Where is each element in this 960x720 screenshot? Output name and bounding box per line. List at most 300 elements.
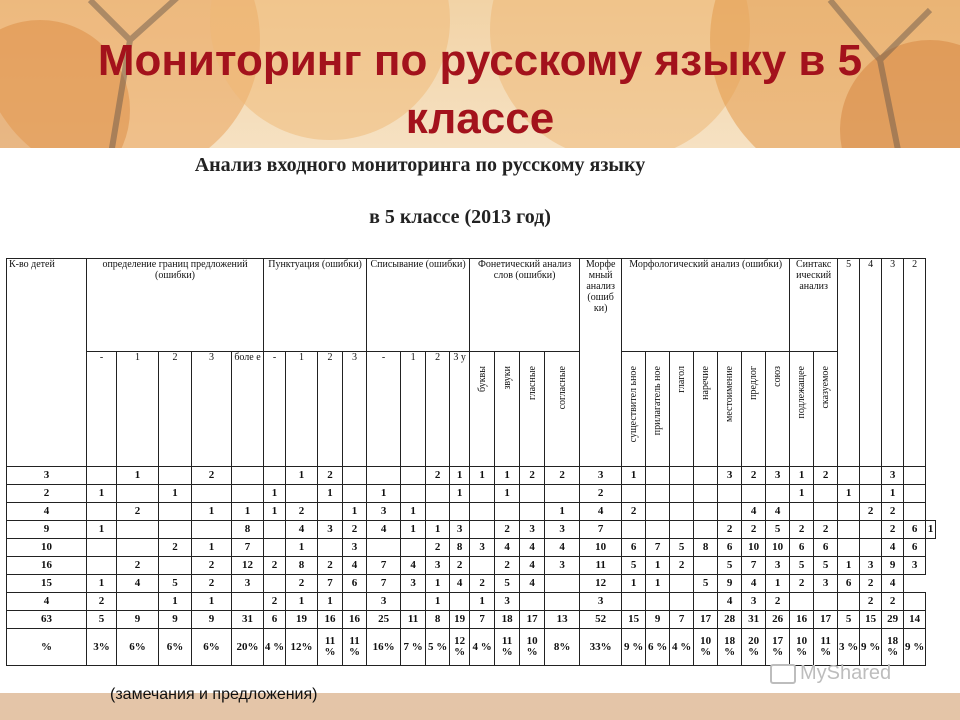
table-cell: 3 xyxy=(426,557,450,575)
table-cell xyxy=(904,593,926,611)
table-cell: 1 xyxy=(470,593,495,611)
table-cell: 1 xyxy=(117,467,159,485)
sub-copy-3: 3 у xyxy=(450,352,470,467)
table-cell: 1 xyxy=(87,521,117,539)
table-cell: 10 xyxy=(580,539,622,557)
table-cell xyxy=(117,521,159,539)
table-cell: 2 xyxy=(882,593,904,611)
table-cell: 1 xyxy=(450,467,470,485)
table-cell: 6 xyxy=(343,575,367,593)
table-cell: 11 % xyxy=(495,629,520,666)
table-cell: 3% xyxy=(87,629,117,666)
table-cell: 1 xyxy=(192,539,232,557)
table-cell: 2 xyxy=(426,467,450,485)
table-cell: 13 xyxy=(545,611,580,629)
header-kids-count: К-во детей xyxy=(7,259,87,467)
table-cell: 8 xyxy=(232,521,264,539)
table-cell: 16% xyxy=(367,629,401,666)
table-cell xyxy=(646,485,670,503)
table-cell xyxy=(343,467,367,485)
table-cell: 3 xyxy=(580,467,622,485)
table-cell: 5 xyxy=(670,539,694,557)
table-cell xyxy=(838,467,860,485)
table-cell xyxy=(790,503,814,521)
sub-punct-1: 1 xyxy=(286,352,318,467)
sub-syntax-subject: подлежащее xyxy=(790,352,814,467)
table-cell: 1 xyxy=(401,521,426,539)
table-header-subcolumns xyxy=(7,352,936,467)
table-cell xyxy=(545,575,580,593)
table-cell: 1 xyxy=(318,485,343,503)
table-cell: 18 % xyxy=(882,629,904,666)
table-cell: 16 xyxy=(318,611,343,629)
table-cell: 2 xyxy=(286,575,318,593)
table-cell: 1 xyxy=(495,485,520,503)
table-cell: 2 xyxy=(860,503,882,521)
table-cell: 2 xyxy=(192,557,232,575)
table-cell: 14 xyxy=(904,611,926,629)
table-cell xyxy=(520,593,545,611)
table-cell: 16 xyxy=(7,557,87,575)
table-cell: 3 xyxy=(545,557,580,575)
table-cell xyxy=(520,485,545,503)
table-cell: 11 % xyxy=(318,629,343,666)
watermark xyxy=(770,662,891,685)
table-cell xyxy=(117,485,159,503)
table-cell xyxy=(646,467,670,485)
table-cell xyxy=(401,467,426,485)
table-cell: 3 xyxy=(401,575,426,593)
header-punctuation: Пунктуация (ошибки) xyxy=(264,259,367,352)
table-cell: 3 xyxy=(766,467,790,485)
table-cell: 15 xyxy=(860,611,882,629)
table-cell: 3 xyxy=(718,467,742,485)
table-cell: 2 xyxy=(718,521,742,539)
table-cell: 3 xyxy=(495,593,520,611)
table-cell: 28 xyxy=(718,611,742,629)
table-cell xyxy=(860,521,882,539)
table-cell: 5 xyxy=(159,575,192,593)
table-cell: 1 xyxy=(646,575,670,593)
table-cell: 10 xyxy=(7,539,87,557)
table-cell: 19 xyxy=(450,611,470,629)
table-cell xyxy=(450,593,470,611)
table-cell: 31 xyxy=(232,611,264,629)
table-cell xyxy=(545,593,580,611)
table-cell: 5 xyxy=(495,575,520,593)
table-cell: 3 xyxy=(904,557,926,575)
document-heading: Анализ входного мониторинга по русскому языку xyxy=(194,154,646,176)
table-cell xyxy=(670,575,694,593)
table-cell: 9 xyxy=(882,557,904,575)
table-cell xyxy=(622,521,646,539)
sub-morph-conjunction: союз xyxy=(766,352,790,467)
table-cell: 4 % xyxy=(670,629,694,666)
table-cell xyxy=(694,593,718,611)
table-cell: 4 xyxy=(401,557,426,575)
table-cell: 20 % xyxy=(742,629,766,666)
table-cell: 1 xyxy=(401,503,426,521)
table-cell: 1 xyxy=(286,467,318,485)
table-cell: 2 xyxy=(814,467,838,485)
table-cell: 8 xyxy=(426,611,450,629)
table-cell: 2 xyxy=(742,521,766,539)
table-cell: 6% xyxy=(117,629,159,666)
table-cell: 4 xyxy=(742,503,766,521)
table-cell: 4 % xyxy=(264,629,286,666)
table-cell: 7 xyxy=(367,557,401,575)
table-cell: 7 xyxy=(646,539,670,557)
table-cell xyxy=(401,593,426,611)
table-cell: 2 xyxy=(670,557,694,575)
table-cell: 4 xyxy=(882,575,904,593)
table-cell: 6 xyxy=(904,521,926,539)
table-cell: 17 xyxy=(814,611,838,629)
table-cell xyxy=(718,503,742,521)
table-cell xyxy=(159,467,192,485)
table-cell: 7 xyxy=(742,557,766,575)
table-cell: 12 xyxy=(232,557,264,575)
header-grade-3: 3 xyxy=(882,259,904,467)
table-cell xyxy=(232,485,264,503)
table-cell: 1 xyxy=(790,485,814,503)
table-cell: 9 xyxy=(192,611,232,629)
sub-morph-pronoun: местоимение xyxy=(718,352,742,467)
sub-morph-adverb: наречие xyxy=(694,352,718,467)
watermark-text: MyShared xyxy=(800,662,892,684)
table-cell xyxy=(87,467,117,485)
table-cell: 3 xyxy=(470,539,495,557)
table-cell: 7 xyxy=(318,575,343,593)
table-cell: 18 xyxy=(495,611,520,629)
table-cell: 1 xyxy=(646,557,670,575)
table-cell: 2 xyxy=(318,557,343,575)
table-cell xyxy=(264,467,286,485)
table-cell: 3 xyxy=(318,521,343,539)
table-cell: 9 xyxy=(159,611,192,629)
table-cell xyxy=(401,485,426,503)
table-cell: 8 xyxy=(450,539,470,557)
sub-morph-preposition: предлог xyxy=(742,352,766,467)
table-cell: 3 xyxy=(860,557,882,575)
table-cell xyxy=(87,557,117,575)
table-cell: 5 xyxy=(622,557,646,575)
sub-morph-noun: существител ьное xyxy=(622,352,646,467)
table-cell: 1 xyxy=(318,593,343,611)
table-cell xyxy=(904,503,926,521)
slide-title: Мониторинг по русскому языку в 5 классе xyxy=(97,36,863,143)
table-cell: 9 xyxy=(7,521,87,539)
table-cell: 52 xyxy=(580,611,622,629)
table-cell: 63 xyxy=(7,611,87,629)
table-cell: 1 xyxy=(264,485,286,503)
table-cell: 2 xyxy=(450,557,470,575)
table-cell: 8% xyxy=(545,629,580,666)
table-cell: 3 xyxy=(766,557,790,575)
table-cell: 7 xyxy=(470,611,495,629)
table-cell: 6 xyxy=(904,539,926,557)
table-cell: 1 xyxy=(545,503,580,521)
table-cell: 5 % xyxy=(426,629,450,666)
table-cell xyxy=(192,521,232,539)
table-cell xyxy=(694,557,718,575)
table-cell: 12% xyxy=(286,629,318,666)
table-cell: 2 xyxy=(7,485,87,503)
table-cell: 2 xyxy=(286,503,318,521)
table-cell: 10 xyxy=(766,539,790,557)
table-cell: 1 xyxy=(426,575,450,593)
table-row xyxy=(7,521,936,539)
table-cell: 3 xyxy=(814,575,838,593)
table-cell: 4 xyxy=(545,539,580,557)
sub-morph-adjective: прилагатель ное xyxy=(646,352,670,467)
table-cell: 18 % xyxy=(718,629,742,666)
header-phonetic: Фонетический анализ слов (ошибки) xyxy=(470,259,580,352)
table-cell: % xyxy=(7,629,87,666)
table-row xyxy=(7,557,936,575)
table-cell xyxy=(470,503,495,521)
table-cell: 6 xyxy=(718,539,742,557)
table-cell: 26 xyxy=(766,611,790,629)
sub-copy-2: 2 xyxy=(426,352,450,467)
table-cell: 6 xyxy=(838,575,860,593)
table-cell: 7 % xyxy=(401,629,426,666)
table-cell: 12 xyxy=(580,575,622,593)
table-cell: 2 xyxy=(766,593,790,611)
table-cell: 17 % xyxy=(766,629,790,666)
table-cell xyxy=(838,503,860,521)
sub-punct-none: - xyxy=(264,352,286,467)
sub-punct-2: 2 xyxy=(318,352,343,467)
table-cell: 10 % xyxy=(520,629,545,666)
sub-morph-verb: глагол xyxy=(670,352,694,467)
table-cell: 11 xyxy=(401,611,426,629)
sub-phon-sounds: звуки xyxy=(495,352,520,467)
table-row xyxy=(7,539,936,557)
sub-punct-3: 3 xyxy=(343,352,367,467)
sub-borders-3: 3 xyxy=(192,352,232,467)
table-cell: 6 xyxy=(622,539,646,557)
table-cell: 3 xyxy=(232,575,264,593)
table-cell: 2 xyxy=(426,539,450,557)
table-cell: 16 xyxy=(343,611,367,629)
table-cell: 2 xyxy=(159,539,192,557)
table-cell xyxy=(232,593,264,611)
table-cell: 3 xyxy=(7,467,87,485)
table-cell: 2 xyxy=(882,503,904,521)
table-cell xyxy=(904,485,926,503)
table-cell xyxy=(742,485,766,503)
table-cell: 1 xyxy=(159,593,192,611)
table-cell: 6 xyxy=(814,539,838,557)
table-cell: 1 xyxy=(232,503,264,521)
table-cell: 3 % xyxy=(838,629,860,666)
table-cell xyxy=(87,539,117,557)
table-cell: 4 xyxy=(367,521,401,539)
table-cell: 1 xyxy=(192,503,232,521)
header-grade-4: 4 xyxy=(860,259,882,467)
sub-phon-consonants: согласные xyxy=(545,352,580,467)
table-cell: 1 xyxy=(192,593,232,611)
table-cell: 9 % xyxy=(622,629,646,666)
table-cell: 16 xyxy=(790,611,814,629)
scanned-document xyxy=(0,148,960,693)
table-cell: 1 xyxy=(426,521,450,539)
table-cell: 6 xyxy=(264,611,286,629)
table-cell xyxy=(545,485,580,503)
table-cell: 6 xyxy=(790,539,814,557)
table-cell: 6% xyxy=(159,629,192,666)
table-cell: 1 xyxy=(343,503,367,521)
table-cell xyxy=(814,503,838,521)
table-cell: 4 xyxy=(520,575,545,593)
sub-phon-vowels: гласные xyxy=(520,352,545,467)
sub-borders-2: 2 xyxy=(159,352,192,467)
table-cell: 3 xyxy=(882,467,904,485)
table-cell: 7 xyxy=(367,575,401,593)
table-cell xyxy=(670,521,694,539)
table-cell: 5 xyxy=(87,611,117,629)
table-cell xyxy=(367,539,401,557)
table-cell: 4 xyxy=(520,539,545,557)
table-cell xyxy=(838,521,860,539)
table-cell: 33% xyxy=(580,629,622,666)
table-cell: 2 xyxy=(264,593,286,611)
table-cell xyxy=(694,467,718,485)
table-cell: 5 xyxy=(694,575,718,593)
table-cell: 6% xyxy=(192,629,232,666)
table-cell xyxy=(766,485,790,503)
header-syntax: Синтакс ический анализ xyxy=(790,259,838,352)
table-cell: 9 % xyxy=(904,629,926,666)
table-cell xyxy=(622,593,646,611)
table-cell: 2 xyxy=(790,521,814,539)
table-cell xyxy=(694,485,718,503)
table-cell xyxy=(367,467,401,485)
table-cell: 17 xyxy=(694,611,718,629)
header-copying: Списывание (ошибки) xyxy=(367,259,470,352)
table-cell: 4 xyxy=(7,593,87,611)
table-cell: 15 xyxy=(622,611,646,629)
table-cell xyxy=(264,575,286,593)
table-cell: 2 xyxy=(264,557,286,575)
table-cell: 1 xyxy=(450,485,470,503)
table-cell: 4 xyxy=(520,557,545,575)
table-row xyxy=(7,593,936,611)
table-cell xyxy=(426,485,450,503)
table-cell xyxy=(450,503,470,521)
table-cell: 2 xyxy=(790,575,814,593)
table-cell: 5 xyxy=(766,521,790,539)
table-cell: 7 xyxy=(232,539,264,557)
table-cell xyxy=(318,503,343,521)
table-cell: 11 % xyxy=(814,629,838,666)
table-cell: 2 xyxy=(622,503,646,521)
table-cell: 6 % xyxy=(646,629,670,666)
table-cell: 3 xyxy=(742,593,766,611)
table-cell: 1 xyxy=(882,485,904,503)
table-cell: 4 xyxy=(495,539,520,557)
table-row xyxy=(7,467,936,485)
table-cell: 3 xyxy=(545,521,580,539)
table-cell: 2 xyxy=(117,503,159,521)
table-cell: 1 xyxy=(286,539,318,557)
table-row xyxy=(7,575,936,593)
table-cell: 15 xyxy=(7,575,87,593)
table-cell: 1 xyxy=(470,467,495,485)
table-cell: 25 xyxy=(367,611,401,629)
table-cell: 2 xyxy=(860,593,882,611)
table-cell: 19 xyxy=(286,611,318,629)
table-row xyxy=(7,629,936,666)
table-cell xyxy=(838,593,860,611)
table-cell: 1 xyxy=(286,593,318,611)
table-cell: 2 xyxy=(545,467,580,485)
table-cell: 1 xyxy=(766,575,790,593)
table-cell: 11 xyxy=(580,557,622,575)
table-cell xyxy=(694,521,718,539)
table-cell xyxy=(426,503,450,521)
table-cell: 2 xyxy=(860,575,882,593)
document-subheading: в 5 классе (2013 год) xyxy=(369,206,551,228)
table-cell: 10 % xyxy=(694,629,718,666)
table-cell xyxy=(232,467,264,485)
sub-borders-more: боле е xyxy=(232,352,264,467)
table-cell: 4 xyxy=(117,575,159,593)
table-cell: 1 xyxy=(495,467,520,485)
table-cell: 4 xyxy=(742,575,766,593)
watermark-icon xyxy=(770,664,796,684)
table-cell: 3 xyxy=(450,521,470,539)
table-cell: 3 xyxy=(367,503,401,521)
table-cell xyxy=(286,485,318,503)
header-sentence-borders: определение границ предложений (ошибки) xyxy=(87,259,264,352)
table-cell xyxy=(159,503,192,521)
table-cell xyxy=(790,593,814,611)
table-cell: 1 xyxy=(87,575,117,593)
table-cell: 9 xyxy=(646,611,670,629)
table-cell xyxy=(343,593,367,611)
table-cell xyxy=(646,593,670,611)
table-cell: 4 xyxy=(718,593,742,611)
sub-borders-1: 1 xyxy=(117,352,159,467)
table-cell: 9 xyxy=(718,575,742,593)
table-row xyxy=(7,485,936,503)
table-cell xyxy=(401,539,426,557)
table-cell: 1 xyxy=(87,485,117,503)
table-cell: 2 xyxy=(882,521,904,539)
table-cell: 20% xyxy=(232,629,264,666)
table-cell: 2 xyxy=(192,575,232,593)
table-cell: 4 % xyxy=(470,629,495,666)
table-cell: 12 % xyxy=(450,629,470,666)
table-cell: 1 xyxy=(926,521,936,539)
table-cell xyxy=(343,485,367,503)
header-morphological: Морфологический анализ (ошибки) xyxy=(622,259,790,352)
table-cell: 4 xyxy=(450,575,470,593)
table-cell xyxy=(495,503,520,521)
table-cell: 2 xyxy=(495,557,520,575)
table-cell: 8 xyxy=(694,539,718,557)
table-cell: 4 xyxy=(766,503,790,521)
remarks-caption: (замечания и предложения) xyxy=(110,686,318,703)
table-cell: 3 xyxy=(367,593,401,611)
table-cell xyxy=(814,593,838,611)
table-cell xyxy=(622,485,646,503)
table-cell: 1 xyxy=(838,557,860,575)
sub-copy-none: - xyxy=(367,352,401,467)
table-cell: 31 xyxy=(742,611,766,629)
